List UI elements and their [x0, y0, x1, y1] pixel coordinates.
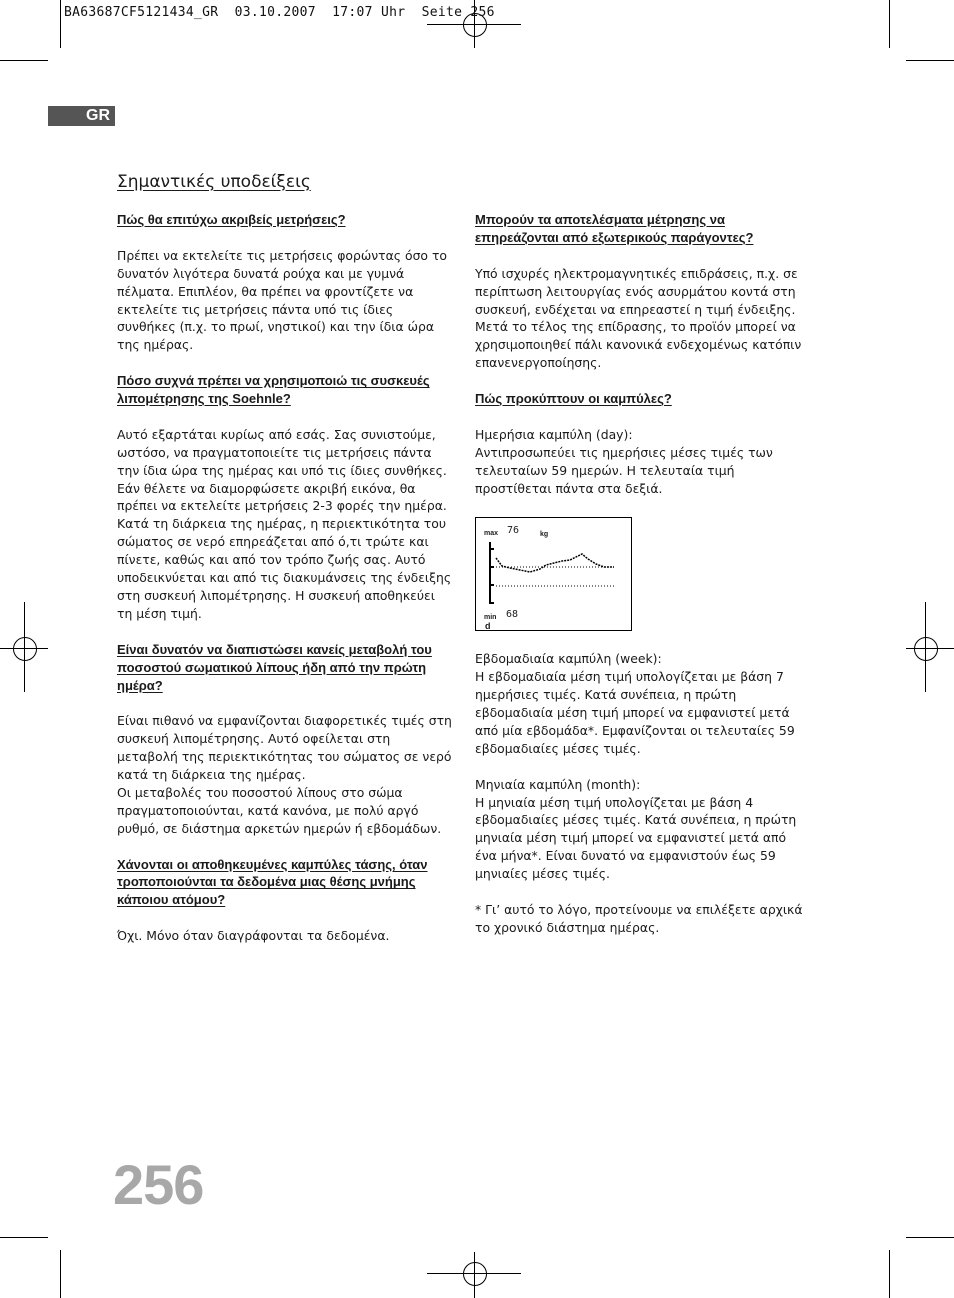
crop-mark — [889, 0, 890, 48]
lcd-curve-line — [496, 554, 614, 572]
left-column — [117, 211, 452, 963]
answer-paragraph: Όχι. Μόνο όταν διαγράφονται τα δεδομένα. — [117, 928, 390, 944]
answer-paragraph — [475, 426, 810, 498]
curve-description: Η εβδομαδιαία μέση τιμή υπολογίζεται με βάση 7 ημερήσιες τιμές. Κατά συνέπεια, η πρώτη εβδομαδιαία μέση τιμή μπορεί να εμφανιστεί μετά από μία εβδομάδα*. Εμφανίζονται οι τελευταίες 59 εβδομαδιαίες μέσες τιμές. — [475, 669, 795, 756]
question-heading: Πώς θα επιτύχω ακριβείς μετρήσεις? — [117, 212, 346, 227]
lcd-mode-indicator: d — [485, 621, 491, 632]
lcd-unit: kg — [540, 531, 549, 539]
answer-paragraph: Πρέπει να εκτελείτε τις μετρήσεις φορώντας όσο το δυνατόν λιγότερα δυνατά ρούχα και με γυμνά πέλματα. Επιπλέον, θα πρέπει να φροντίζετε να εκτελείτε τις μετρήσεις πάντα υπό τις ίδιες συνθήκες (π.χ. το πρωί, νηστικοί) και την ίδια ώρα της ημέρας. — [117, 247, 447, 353]
crop-mark — [0, 60, 48, 61]
right-column — [475, 211, 810, 955]
footnote: * Γι’ αυτό το λόγο, προτείνουμε να επιλέξετε αρχικά το χρονικό διάστημα ημέρας. — [475, 902, 803, 935]
question-heading: Πόσο συχνά πρέπει να χρησιμοποιώ τις συσκευές λιπομέτρησης της Soehnle? — [117, 373, 430, 407]
registration-circle — [463, 1262, 487, 1286]
lcd-min-label: min — [484, 614, 497, 622]
lcd-max-label: max — [484, 530, 499, 538]
page-number: 256 — [113, 1153, 204, 1216]
curve-label: Μηνιαία καμπύλη (month): — [475, 776, 641, 792]
crop-mark — [906, 1237, 954, 1238]
answer-paragraph — [475, 650, 810, 757]
answer-text: Είναι πιθανό να εμφανίζονται διαφορετικές τιμές στη συσκευή λιπομέτρησης. Αυτό οφείλεται στη μεταβολή της περιεκτικότητας του σώματος σε νερό κατά τη διάρκεια της ημέρας. — [117, 713, 452, 783]
registration-circle — [13, 637, 37, 661]
answer-paragraph: Υπό ισχυρές ηλεκτρομαγνητικές επιδράσεις, π.χ. σε περίπτωση λειτουργίας ενός ασυρμάτου κοντά στη συσκευή, ενδέχεται να επηρεαστεί η τιμή ένδειξης. Μετά το τέλος της επίδρασης, το προϊόν μπορεί να χρησιμοποιηθεί πάλι κανονικά ενδεχομένως κατόπιν επανενεργοποίησης. — [475, 265, 802, 371]
language-tab-label: GR — [86, 107, 110, 124]
crop-mark — [60, 1250, 61, 1298]
page-title: Σημαντικές υποδείξεις — [117, 172, 311, 192]
curve-label: Εβδομαδιαία καμπύλη (week): — [475, 651, 662, 667]
question-heading: Είναι δυνατόν να διαπιστώσει κανείς μεταβολή του ποσοστού σωματικού λίπους ήδη από την πρώτη ημέρα? — [117, 641, 432, 693]
print-header: BA63687CF5121434_GR 03.10.2007 17:07 Uhr Seite 256 — [64, 5, 495, 20]
language-tab — [48, 106, 115, 126]
question-heading: Μπορούν τα αποτελέσματα μέτρησης να επηρεάζονται από εξωτερικούς παράγοντες? — [475, 212, 754, 245]
crop-mark — [0, 1237, 48, 1238]
question-heading: Χάνονται οι αποθηκευμένες καμπύλες τάσης, όταν τροποποιούνται τα δεδομένα μιας θέσης μνήμης κάποιου ατόμου? — [117, 856, 428, 908]
curve-label: Ημερήσια καμπύλη (day): — [475, 426, 633, 442]
curve-description: Αντιπροσωπεύει τις ημερήσιες μέσες τιμές των τελευταίων 59 ημερών. Η τελευταία τιμή προστίθεται πάντα στα δεξιά. — [475, 444, 773, 496]
lcd-curve-graphic — [476, 518, 631, 630]
answer-paragraph — [475, 776, 810, 883]
lcd-min-value: 68 — [506, 609, 519, 621]
answer-paragraph: Αυτό εξαρτάται κυρίως από εσάς. Σας συνιστούμε, ωστόσο, να πραγματοποιείτε τις μετρήσεις πάντα την ίδια ώρα της ημέρας και υπό τις ίδιες συνθήκες. Εάν θέλετε να διαμορφώσετε ακριβή εικόνα, θα πρέπει να εκτελείτε μετρήσεις 2-3 φορές την ημέρα. Κατά τη διάρκεια της ημέρας, η περιεκτικότητα του σώματος σε νερό επηρεάζεται από ό,τι τρώτε και πίνετε, καθώς και από τον τρόπο ζωής σας. Αυτό υποδεικνύεται και από τις διακυμάνσεις της ένδειξης στη συσκευή λιπομέτρησης. Η συσκευή αποθηκεύει τη μέση τιμή. — [117, 426, 452, 621]
crop-mark — [906, 60, 954, 61]
lcd-display-illustration — [475, 517, 632, 631]
curve-description: Η μηνιαία μέση τιμή υπολογίζεται με βάση 4 εβδομαδιαίες μέσες τιμές. Κατά συνέπεια, η πρώτη μηνιαία μέση τιμή μπορεί να εμφανιστεί μετά από ένα μήνα*. Είναι δυνατό να εμφανιστούν έως 59 μηνιαίες μέσες τιμές. — [475, 794, 797, 882]
answer-paragraph — [117, 712, 452, 837]
answer-text: Οι μεταβολές του ποσοστού λίπους στο σώμα πραγματοποιούνται, κατά κανόνα, με πολύ αργό ρυθμό, σε διάστημα αρκετών ημερών ή εβδομάδων. — [117, 784, 442, 836]
lcd-max-value: 76 — [507, 525, 520, 537]
crop-mark — [60, 0, 61, 48]
question-heading: Πώς προκύπτουν οι καμπύλες? — [475, 391, 672, 407]
registration-circle — [914, 637, 938, 661]
crop-mark — [889, 1250, 890, 1298]
